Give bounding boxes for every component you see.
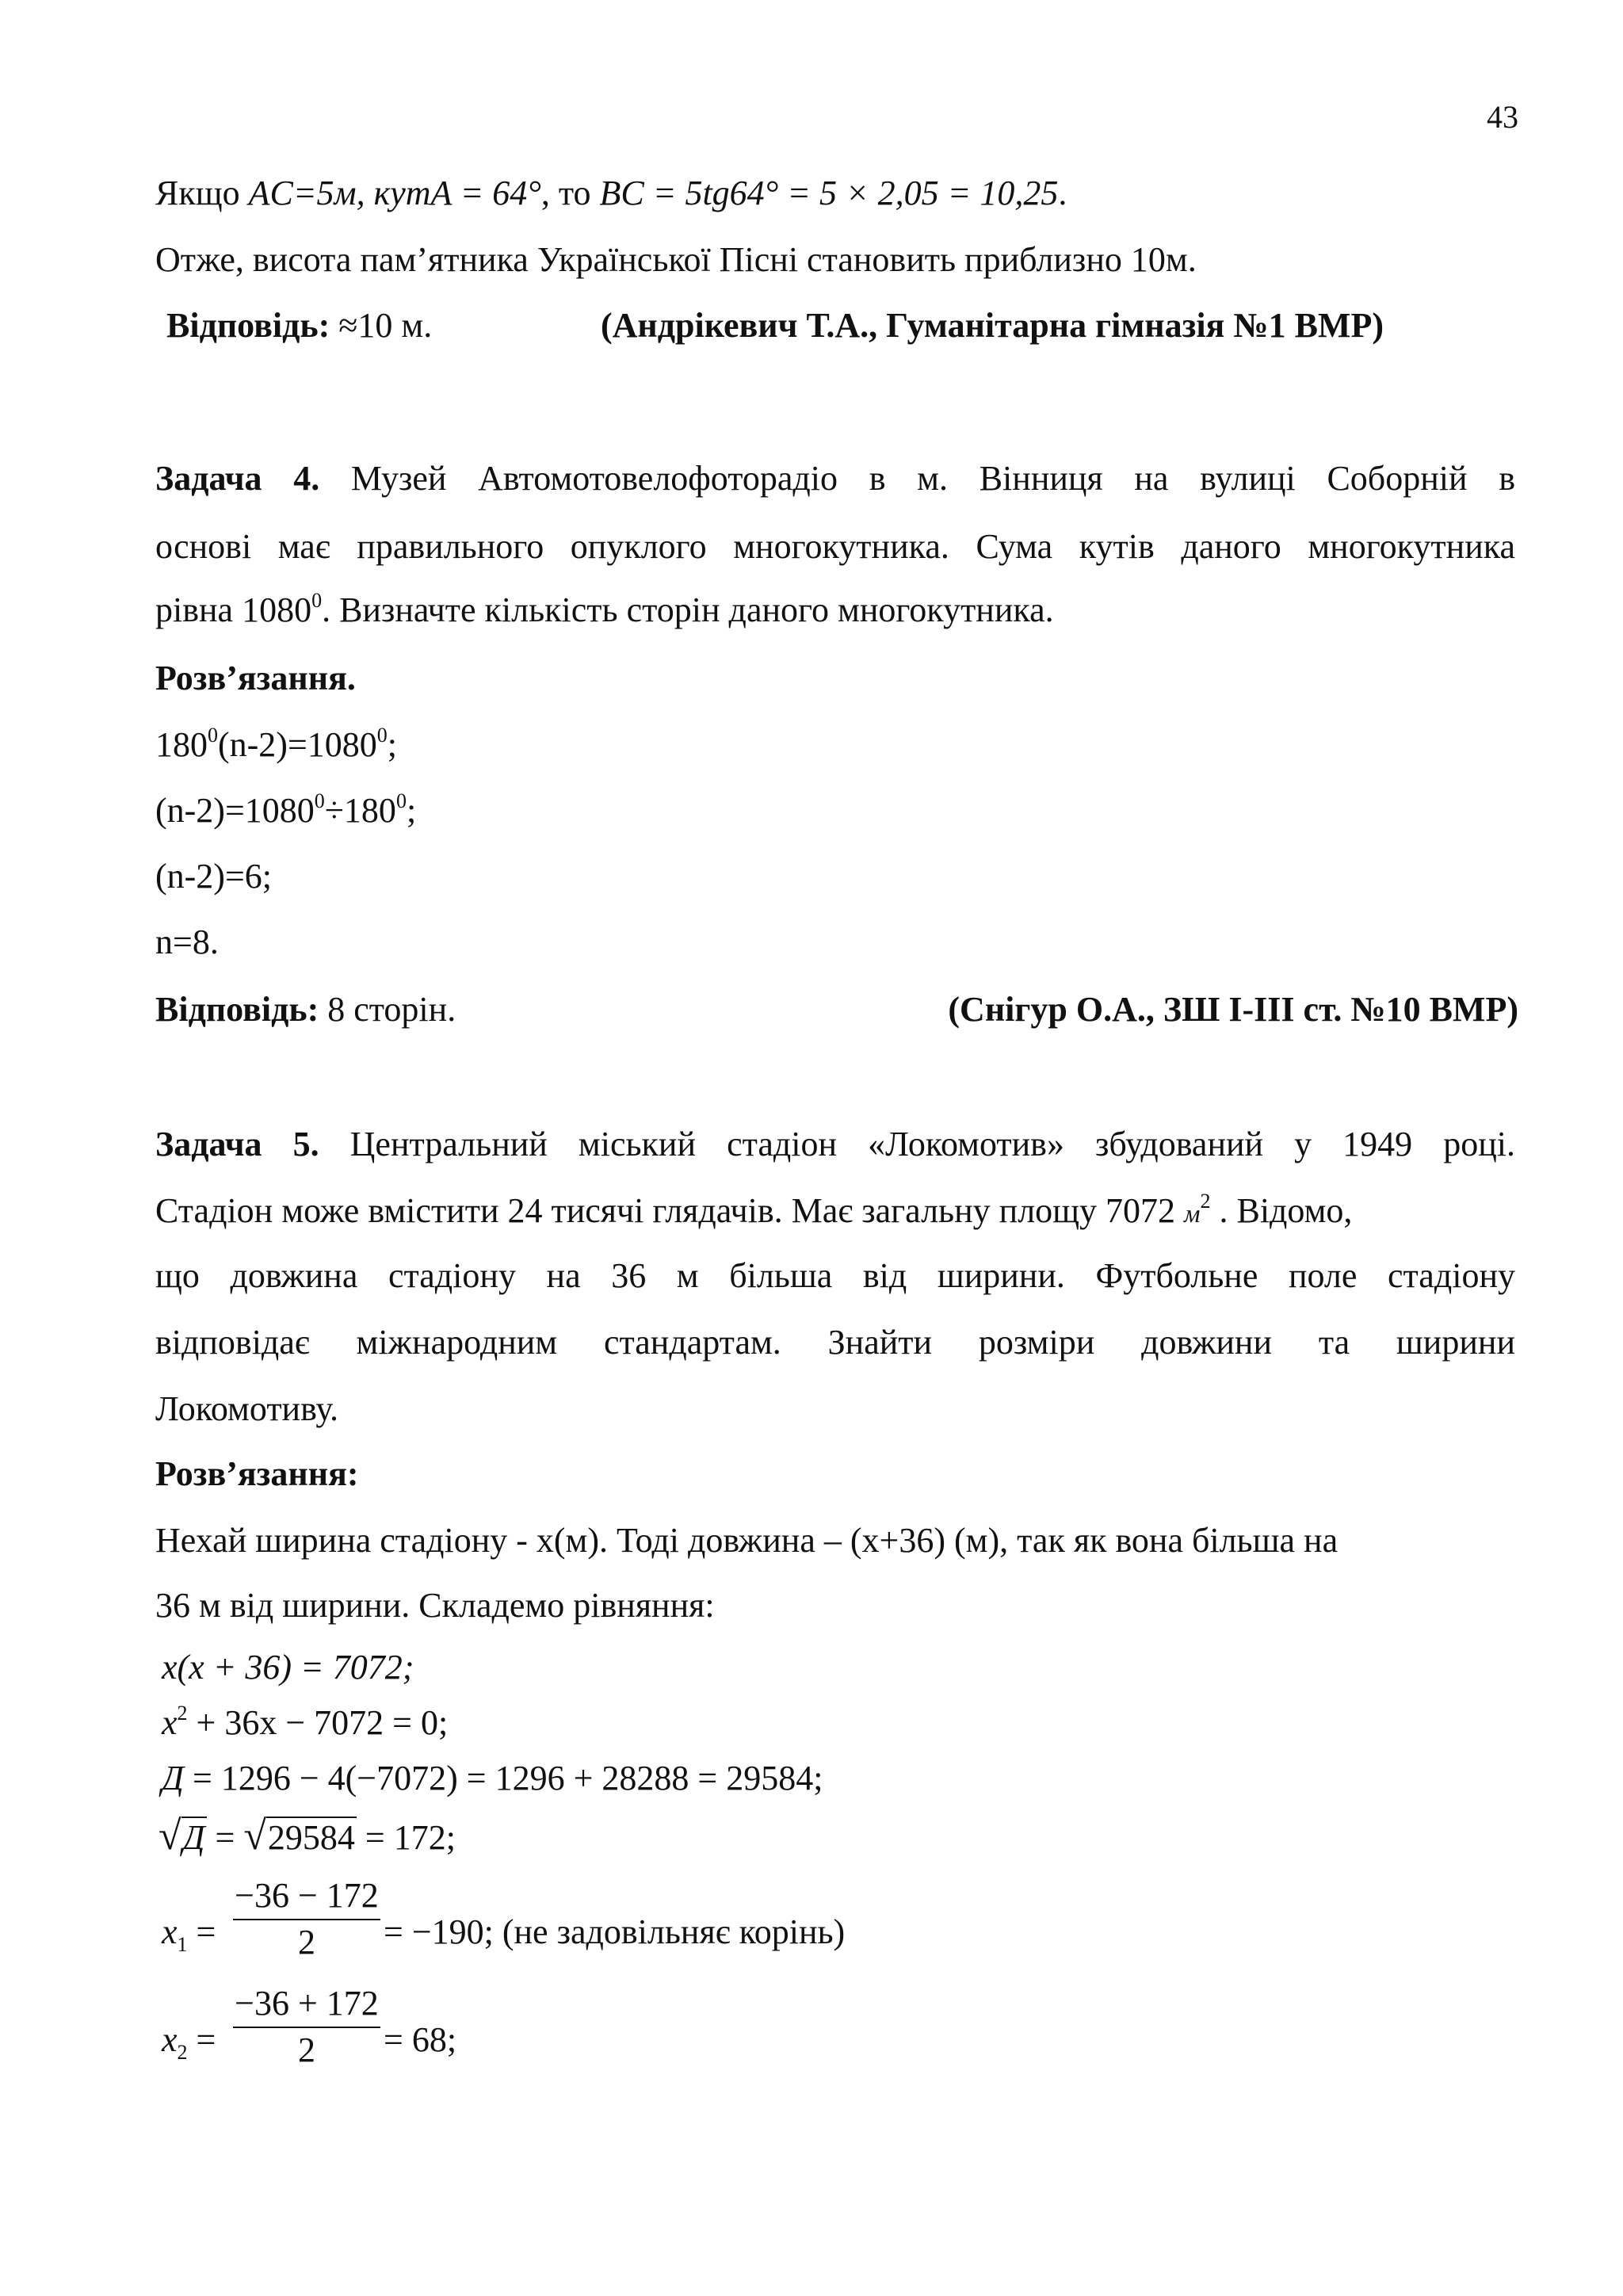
task-5-line-2: Стадіон може вмістити 24 тисячі глядачів. Має загальну площу 7072 $м^2$ . Відомо, [155,1190,1353,1230]
answer-2-author: (Снігур О.А., ЗШ І-ІІІ ст. №10 ВМР) [948,990,1518,1029]
x2-label: $x_2$ = [162,2020,216,2064]
eq-4-2: $(n-2)=1080^0\div 180^0$; [155,789,417,830]
solution-5-line-2: 36 м від ширини. Складемо рівняння: [155,1586,715,1625]
x2-numerator: −36 + 172 [235,1984,379,2023]
calc-line: Якщо AC=5м, кутA = 64°, то BC = 5tg64° = 5 × 2,05 = 10,25. [155,174,1067,212]
radicand-d: Д [182,1818,205,1857]
eq-5-2: $x^2 + 36x - 7072 = 0$; [162,1702,449,1742]
solution-5-label: Розв’язання: [155,1454,359,1493]
answer-1: Відповідь: ≈10 м. [166,306,433,345]
x1-denominator: 2 [298,1923,315,1962]
task-4-line-1: Задача 4. Музей Автомотовелофоторадіо в м. Вінниця на вулиці Соборній в [155,459,1515,498]
eq-5-4: √Д = √29584 = 172; [158,1813,456,1859]
fraction-bar [233,1919,380,1920]
fraction-bar [233,2027,380,2028]
x2-result: = 68; [384,2020,457,2059]
page-number: 43 [1487,99,1518,135]
answer-1-author: (Андрікевич Т.А., Гуманітарна гімназія №1 ВМР) [601,306,1384,345]
solution-5-line-1: Нехай ширина стадіону - х(м). Тоді довжина – (х+36) (м), так як вона більша на [155,1521,1338,1560]
task-5-line-4: відповідає міжнародним стандартам. Знайти розміри довжини та ширини [155,1323,1515,1362]
task-5-line-1: Задача 5. Центральний міський стадіон «Локомотив» збудований у 1949 році. [155,1125,1515,1163]
x1-numerator: −36 − 172 [235,1876,379,1915]
task-5-line-3: що довжина стадіону на 36 м більша від ширини. Футбольне поле стадіону [155,1256,1515,1295]
conclusion-line: Отже, висота пам’ятника Української Пісні становить приблизно 10м. [155,240,1197,279]
task-4-line-2: основі має правильного опуклого многокутника. Сума кутів даного многокутника [155,527,1515,566]
x2-fraction [233,1983,380,2070]
x1-label: $x_1$ = [162,1912,216,1956]
eq-5-1: x(x + 36) = 7072; [162,1648,414,1687]
x1-result: = −190; (не задовільняє корінь) [384,1912,846,1951]
solution-4-label: Розв’язання. [155,659,356,697]
eq-4-3: (n-2)=6; [155,857,272,896]
answer-2: Відповідь: 8 сторін. [155,990,456,1029]
radicand-number: 29584 [267,1818,355,1857]
task-5-line-5: Локомотиву. [155,1389,338,1428]
task-4-line-3: рівна 1080$^0$. Визначте кількість сторін даного многокутника. [155,589,1054,629]
eq-4-1: $180^0(n-2)=1080^0$; [155,724,398,764]
eq-5-3: Д = 1296 − 4(−7072) = 1296 + 28288 = 29584; [162,1759,823,1797]
eq-4-4: n=8. [155,923,219,961]
x2-denominator: 2 [298,2030,315,2069]
x1-fraction [233,1875,380,1962]
